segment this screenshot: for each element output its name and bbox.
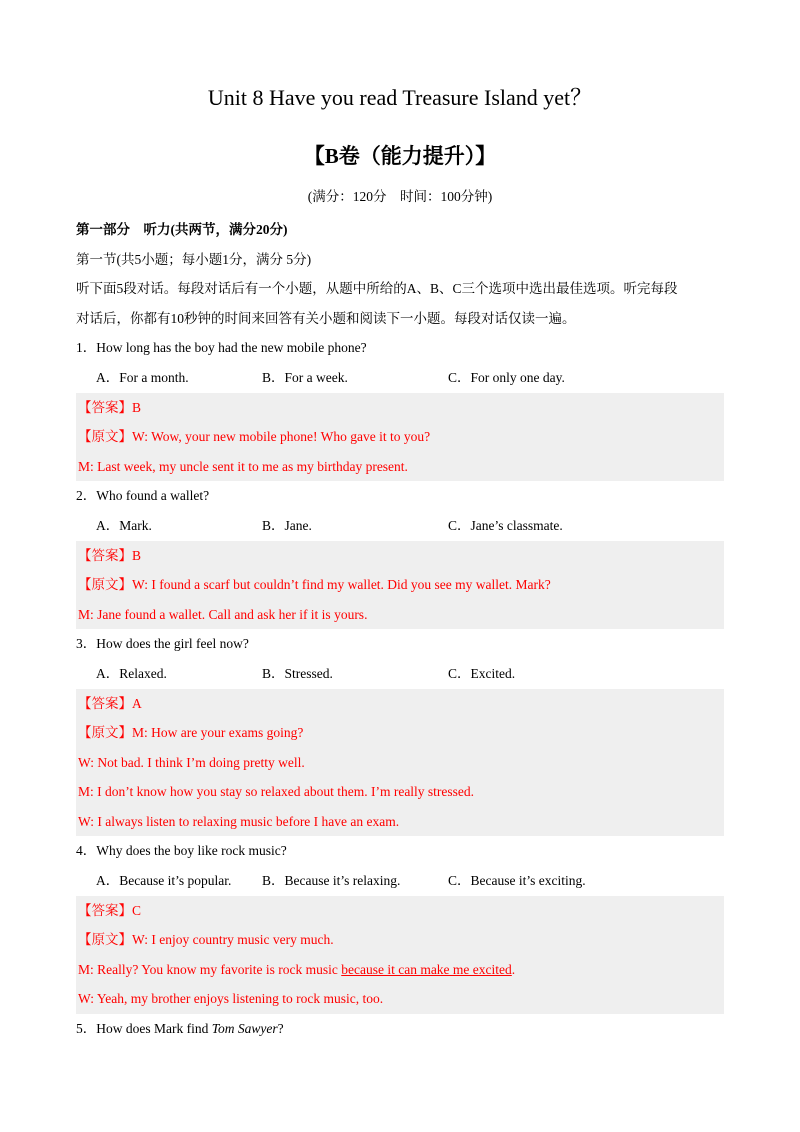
underlined-phrase: because it can make me excited — [341, 961, 512, 977]
option-c: C．For only one day. — [448, 369, 565, 385]
transcript-line: M: Jane found a wallet. Call and ask her if it is yours. — [78, 606, 368, 622]
answer-block-1 — [76, 393, 724, 482]
book-title: Tom Sawyer — [211, 1021, 278, 1037]
transcript-line: W: Yeah, my brother enjoys listening to rock music, too. — [78, 991, 384, 1007]
question-4-options — [76, 866, 724, 896]
option-a: A．Relaxed. — [96, 665, 167, 681]
transcript-line: 【原文】W: I enjoy country music very much. — [78, 932, 334, 948]
question-3: 3．How does the girl feel now? — [76, 636, 249, 652]
option-b: B．Because it’s relaxing. — [262, 873, 401, 889]
score-time-info: (满分：120分 时间：100分钟) — [307, 189, 493, 204]
transcript-text: M: Really? You know my favorite is rock music — [78, 961, 342, 977]
document-subtitle: 【B卷（能力提升）】 — [303, 144, 497, 168]
exam-content — [76, 215, 724, 1044]
option-c: C．Excited. — [448, 665, 516, 681]
answer-block-4 — [76, 896, 724, 1014]
option-c: C．Because it’s exciting. — [448, 873, 586, 889]
transcript-line: M: I don’t know how you stay so relaxed about them. I’m really stressed. — [78, 784, 475, 800]
answer-block-2 — [76, 541, 724, 630]
answer-key: 【答案】B — [78, 547, 142, 563]
option-b: B．Stressed. — [262, 665, 333, 681]
answer-key: 【答案】C — [78, 902, 142, 918]
question-5 — [76, 1014, 724, 1044]
question-text: ? — [277, 1021, 284, 1037]
question-4: 4．Why does the boy like rock music? — [76, 843, 287, 859]
option-a: A．Mark. — [96, 517, 152, 533]
option-c: C．Jane’s classmate. — [448, 517, 563, 533]
document-title: Unit 8 Have you read Treasure Island yet？ — [207, 85, 593, 110]
transcript-line — [76, 955, 724, 985]
question-1: 1．How long has the boy had the new mobile phone? — [76, 340, 367, 356]
question-2: 2．Who found a wallet? — [76, 488, 210, 504]
question-1-options — [76, 363, 724, 393]
section-heading: 第一节(共5小题；每小题1分，满分 5分) — [76, 251, 312, 267]
option-a: A．Because it’s popular. — [96, 873, 232, 889]
instructions-line-1: 听下面5段对话。每段对话后有一个小题，从题中所给的A、B、C三个选项中选出最佳选项。听完每段 — [76, 281, 678, 297]
transcript-text: . — [511, 961, 516, 977]
question-2-options — [76, 511, 724, 541]
answer-block-3 — [76, 689, 724, 837]
transcript-line: 【原文】W: I found a scarf but couldn’t find my wallet. Did you see my wallet. Mark? — [78, 577, 551, 593]
instructions-line-2: 对话后，你都有10秒钟的时间来回答有关小题和阅读下一小题。每段对话仅读一遍。 — [76, 310, 576, 326]
answer-key: 【答案】A — [78, 695, 142, 711]
part-heading: 第一部分 听力(共两节，满分20分) — [76, 222, 288, 237]
answer-key: 【答案】B — [78, 399, 142, 415]
option-a: A．For a month. — [96, 369, 189, 385]
transcript-line: W: Not bad. I think I’m doing pretty well. — [78, 754, 305, 770]
transcript-line: 【原文】W: Wow, your new mobile phone! Who gave it to you? — [78, 429, 431, 445]
transcript-line: M: Last week, my uncle sent it to me as my birthday present. — [78, 458, 408, 474]
question-3-options — [76, 659, 724, 689]
option-b: B．Jane. — [262, 517, 312, 533]
option-b: B．For a week. — [262, 369, 348, 385]
transcript-line: 【原文】M: How are your exams going? — [78, 725, 304, 741]
question-text: 5．How does Mark find — [76, 1021, 212, 1037]
transcript-line: W: I always listen to relaxing music before I have an exam. — [78, 813, 400, 829]
